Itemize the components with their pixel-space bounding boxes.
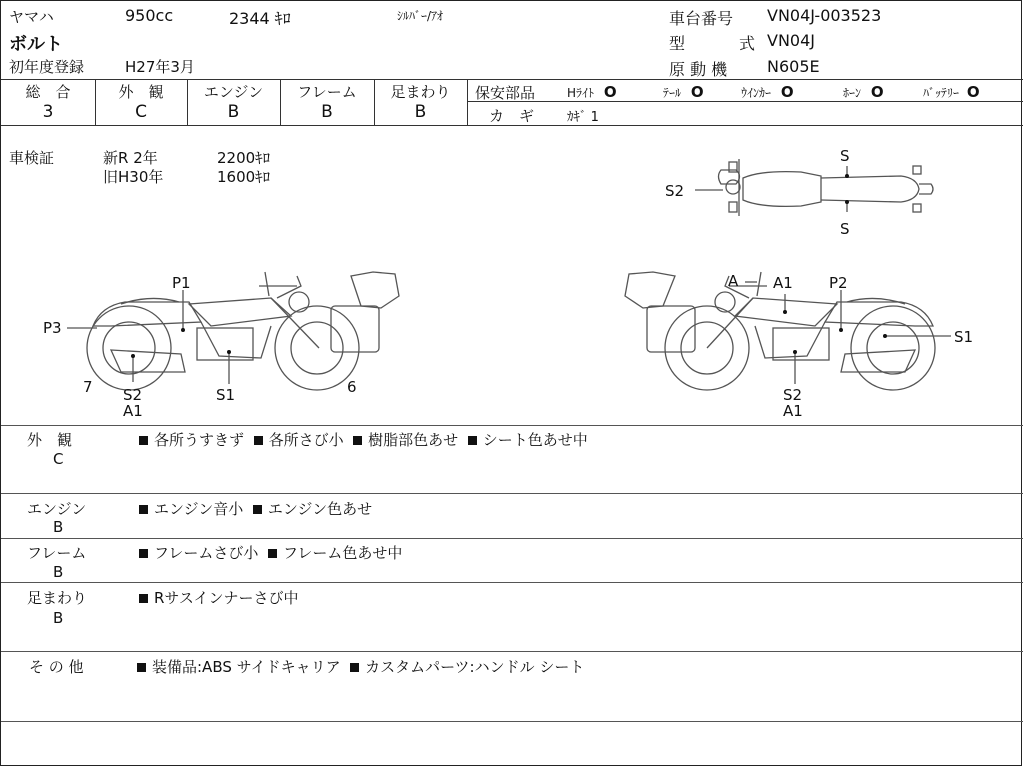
label-left-p1: P1 <box>172 274 191 292</box>
section-items-exterior <box>139 429 588 450</box>
maker: ヤマハ <box>9 8 54 26</box>
safety-item-name: ｳｲﾝｶｰ <box>741 86 772 100</box>
grade-col-divider <box>467 79 468 125</box>
key-label: カ ギ <box>489 107 535 125</box>
label-right-s2: S2 <box>783 386 803 404</box>
section-divider <box>1 493 1023 494</box>
label-left-p3: P3 <box>43 319 62 337</box>
inspection-label: 車検証 <box>9 149 55 167</box>
label-top-s-lower: S <box>840 220 850 238</box>
grade-table-top-line <box>1 79 1023 80</box>
remark-item: 樹脂部色あせ <box>368 431 459 449</box>
type-value: VN04J <box>767 31 815 50</box>
motorcycle-diagram <box>1 126 1023 424</box>
safety-item-mark: O <box>690 83 704 101</box>
safety-item-mark: O <box>966 83 980 101</box>
section-grade-frame: B <box>53 563 64 581</box>
engine-value: N605E <box>767 57 820 76</box>
grade-value-suspension: B <box>414 102 427 122</box>
section-title-exterior: 外 観 <box>27 431 73 449</box>
mileage: 2344 ｷﾛ <box>229 9 291 28</box>
engine-label: 原 動 機 <box>669 60 728 79</box>
section-divider <box>1 538 1023 539</box>
left-side-bike-icon <box>87 272 399 390</box>
displacement: 950cc <box>125 6 174 25</box>
inspection-old: 旧H30年 <box>103 168 164 186</box>
section-title-frame: フレーム <box>27 544 87 562</box>
remark-item: Rサスインナーさび中 <box>154 589 299 607</box>
section-title-other: そ の 他 <box>29 658 84 676</box>
frame-no-value: VN04J-003523 <box>767 6 882 25</box>
top-view-icon <box>719 159 934 216</box>
label-top-s2: S2 <box>665 182 685 200</box>
model-name: ボルト <box>9 34 63 55</box>
key-value: ｶｷﾞ 1 <box>567 110 599 125</box>
label-left-s2: S2 <box>123 386 143 404</box>
section-grade-engine: B <box>53 518 64 536</box>
safety-item-name: ﾊﾞｯﾃﾘｰ <box>923 86 960 100</box>
section-grade-suspension: B <box>53 609 64 627</box>
section-title-suspension: 足まわり <box>27 589 88 607</box>
label-right-a1: A1 <box>773 274 793 292</box>
safety-divider-line <box>467 101 1023 102</box>
grade-value-engine: B <box>227 102 240 122</box>
remark-item: カスタムパーツ:ハンドル シート <box>365 658 585 676</box>
safety-label: 保安部品 <box>475 84 536 102</box>
remark-item: 各所さび小 <box>268 431 344 449</box>
inspection-new: 新R 2年 <box>103 149 158 167</box>
safety-item-tail <box>663 83 704 101</box>
safety-item-mark: O <box>870 83 884 101</box>
section-items-engine <box>139 498 372 519</box>
remark-item: エンジン色あせ <box>267 500 373 518</box>
section-items-suspension <box>139 587 299 608</box>
color: ｼﾙﾊﾞｰ/ｱｵ <box>397 9 444 23</box>
first-registration-value: H27年3月 <box>125 58 195 76</box>
grade-header-suspension: 足まわり <box>390 83 451 101</box>
grade-header-exterior: 外 観 <box>118 83 164 101</box>
section-divider <box>1 651 1023 652</box>
safety-item-mark: O <box>603 83 617 101</box>
first-registration-label: 初年度登録 <box>9 58 85 76</box>
label-left-s1: S1 <box>216 386 236 404</box>
inspection-old-km: 1600ｷﾛ <box>217 168 271 186</box>
grade-header-frame: フレーム <box>297 83 357 101</box>
safety-item-horn <box>843 83 884 101</box>
label-left-a1: A1 <box>123 402 143 420</box>
section-grade-exterior: C <box>53 450 64 468</box>
grade-value-exterior: C <box>135 102 147 122</box>
safety-item-name: ﾃｰﾙ <box>663 86 682 100</box>
label-left-6: 6 <box>347 378 357 396</box>
label-left-7: 7 <box>83 378 93 396</box>
section-divider <box>1 425 1023 426</box>
safety-item-name: ﾎｰﾝ <box>843 86 862 100</box>
safety-item-headlight <box>567 83 617 101</box>
safety-item-battery <box>923 83 980 101</box>
label-right-a: A <box>728 272 739 290</box>
section-items-other <box>137 656 584 677</box>
frame-no-label: 車台番号 <box>669 9 734 28</box>
type-label-2: 式 <box>739 34 756 53</box>
label-right-p2: P2 <box>829 274 848 292</box>
grade-header-overall: 総 合 <box>25 83 71 101</box>
section-title-engine: エンジン <box>27 500 87 518</box>
label-right-s1: S1 <box>954 328 974 346</box>
remark-item: エンジン音小 <box>154 500 244 518</box>
remark-item: フレーム色あせ中 <box>282 544 403 562</box>
safety-item-winker <box>741 83 794 101</box>
section-items-frame <box>139 542 402 563</box>
label-right-a1b: A1 <box>783 402 803 420</box>
remark-item: フレームさび小 <box>154 544 259 562</box>
type-label-1: 型 <box>669 34 686 53</box>
section-divider <box>1 582 1023 583</box>
grade-header-engine: エンジン <box>203 83 264 101</box>
label-top-s-upper: S <box>840 147 850 165</box>
safety-item-name: Hﾗｲﾄ <box>567 86 595 100</box>
remark-item: 装備品:ABS サイドキャリア <box>152 658 341 676</box>
safety-item-mark: O <box>780 83 794 101</box>
remark-item: 各所うすきず <box>154 431 245 449</box>
grade-value-overall: 3 <box>42 102 54 122</box>
remark-item: シート色あせ中 <box>482 431 588 449</box>
inspection-new-km: 2200ｷﾛ <box>217 149 271 167</box>
section-divider <box>1 721 1023 722</box>
grade-value-frame: B <box>321 102 333 122</box>
